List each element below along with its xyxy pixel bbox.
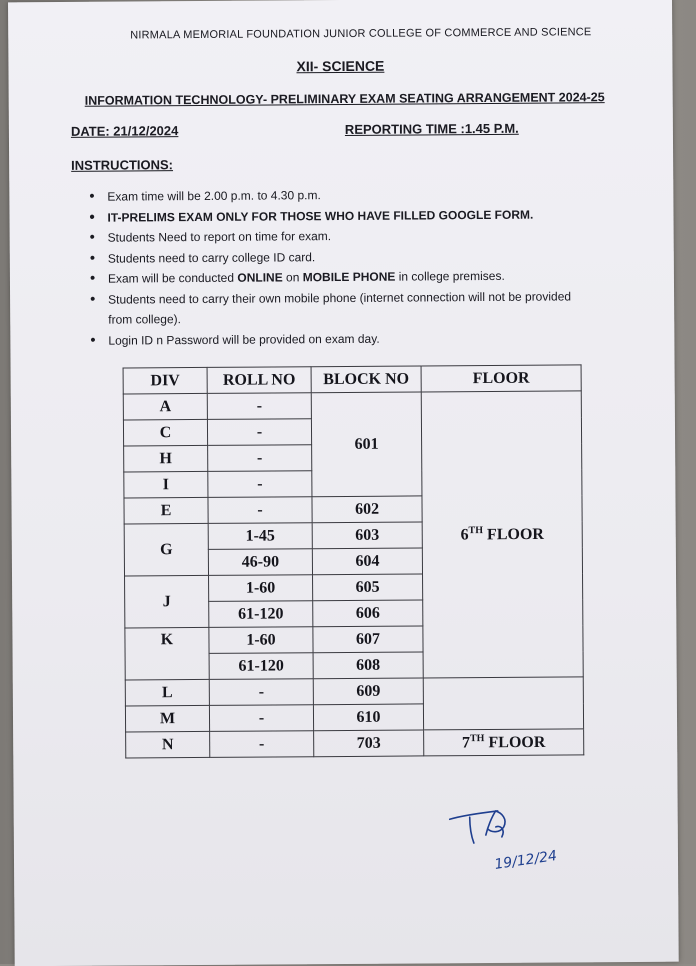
stream-title: XII- SCIENCE [296, 57, 385, 75]
block-cell: 607 [313, 626, 423, 653]
roll-cell: 46-90 [208, 549, 312, 576]
list-item: • Login ID n Password will be provided on exam day. [90, 327, 610, 351]
floor-number: 7 [461, 734, 471, 752]
table-row [126, 729, 584, 758]
reporting-time: REPORTING TIME :1.45 P.M. [344, 120, 519, 137]
block-cell: 703 [314, 730, 424, 757]
notice-sheet [8, 0, 679, 966]
list-item: • IT-PRELIMS EXAM ONLY FOR THOSE WHO HAVE FILLED GOOGLE FORM. [89, 204, 609, 228]
roll-cell: - [207, 393, 311, 420]
block-cell: 603 [312, 522, 422, 549]
div-cell: L [125, 679, 209, 706]
div-cell: C [123, 419, 207, 446]
roll-cell: - [209, 679, 313, 706]
div-cell: J [125, 575, 209, 628]
text-segment: on [282, 270, 303, 285]
floor-word: FLOOR [482, 525, 544, 544]
table-row [125, 677, 583, 706]
floor-number: 6 [460, 526, 469, 544]
roll-cell: - [208, 497, 312, 524]
header-roll: ROLL NO [207, 367, 311, 394]
div-cell: A [123, 393, 207, 420]
floor-suffix: TH [469, 732, 485, 744]
div-cell: M [125, 705, 209, 732]
text-segment: ONLINE [237, 270, 283, 285]
block-cell: 609 [313, 678, 423, 705]
div-cell: E [124, 497, 208, 524]
block-cell: 610 [313, 704, 423, 731]
div-cell: G [124, 523, 208, 576]
block-cell: 604 [312, 548, 422, 575]
roll-cell: 1-45 [208, 523, 312, 550]
floor-blank-cell [423, 677, 583, 730]
roll-cell: 61-120 [209, 601, 313, 628]
list-item: • Students need to carry college ID card. [90, 245, 610, 269]
table-header-row [123, 365, 581, 394]
roll-cell: 61-120 [209, 653, 313, 680]
notice-title: INFORMATION TECHNOLOGY- PRELIMINARY EXAM SEATING ARRANGEMENT 2024-25 [84, 90, 605, 108]
roll-cell: - [208, 445, 312, 472]
floor-suffix: TH [468, 524, 484, 536]
div-cell: N [126, 731, 210, 758]
div-cell: K [125, 627, 209, 680]
floor-cell [424, 729, 584, 756]
roll-cell: 1-60 [209, 627, 313, 654]
div-cell: H [124, 445, 208, 472]
list-item: • Students need to carry their own mobile phone (internet connection will not be provided from college). [90, 286, 598, 331]
block-cell: 605 [313, 574, 423, 601]
floor-word: FLOOR [484, 733, 546, 752]
text-segment: Exam will be conducted [107, 270, 238, 286]
block-cell: 601 [311, 392, 422, 497]
signature [444, 798, 595, 879]
roll-cell: - [208, 471, 312, 498]
list-item: • Students Need to report on time for exam. [90, 224, 610, 248]
roll-cell: - [209, 705, 313, 732]
header-div: DIV [123, 367, 207, 394]
college-name: NIRMALA MEMORIAL FOUNDATION JUNIOR COLLEGE OF COMMERCE AND SCIENCE [130, 26, 592, 42]
instructions-heading: INSTRUCTIONS: [71, 157, 174, 173]
signature-date: 19/12/24 [493, 847, 558, 874]
list-item: • Exam time will be 2.00 p.m. to 4.30 p.m. [89, 183, 609, 207]
instructions-list [89, 183, 610, 351]
block-cell: 602 [312, 496, 422, 523]
text-segment: in college premises. [395, 268, 505, 284]
roll-cell: 1-60 [209, 575, 313, 602]
header-block: BLOCK NO [311, 366, 421, 393]
block-cell: 606 [313, 600, 423, 627]
div-cell: I [124, 471, 208, 498]
table-row [123, 391, 581, 420]
text-segment: MOBILE PHONE [302, 269, 396, 285]
roll-cell: - [210, 731, 314, 758]
floor-cell [421, 391, 583, 678]
header-floor: FLOOR [421, 365, 581, 392]
block-cell: 608 [313, 652, 423, 679]
seating-table [123, 364, 585, 758]
roll-cell: - [207, 419, 311, 446]
exam-date: DATE: 21/12/2024 [70, 123, 179, 139]
